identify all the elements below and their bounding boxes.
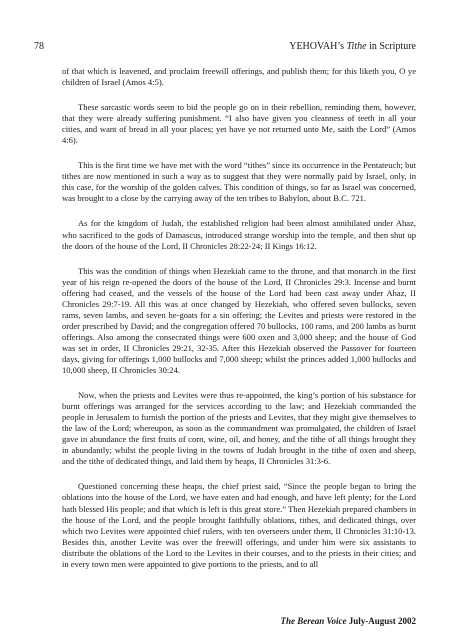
paragraph: This was the condition of things when Hezekiah came to the throne, and that monarch in the first year of his reign re-opened the doors of the house of the Lord, II Chronicles 29:3. Incense and burnt offering had ceased, and the vessels of the house of the Lord had been cast away under Ahaz, II Chronicles 29:7-19. All this was at once changed by Hezekiah, who offered seven bullocks, seven rams, seven lambs, and seven he-goats for a sin offering; the Levites and priests were restored in the order prescribed by David; and the congregation offered 70 bullocks, 100 rams, and 200 lambs as burnt offerings. Also among the consecrated things were 600 oxen and 3,000 sheep; and the house of God was set in order, II Chronicles 29:21, 32-35. After this Hezekiah observed the Passover for fourteen days, giving for offerings 1,000 bullocks and 7,000 sheep; whilst the princes added 1,000 bullocks and 10,000 sheep, II Chronicles 30:24. [62,265,416,376]
page-number: 78 [34,41,44,52]
paragraph: As for the kingdom of Judah, the established religion had been almost annihilated under Ahaz, who sacrificed to the gods of Damascus, introduced strange worship into the temple, and then shut up the doors of the house of the Lord, II Chronicles 28:22-24; II Kings 16:12. [62,218,416,251]
running-head [289,41,416,52]
paragraph-quote-continuation: of that which is leavened, and proclaim freewill offerings, and publish them; for this liketh you, O ye children of Israel (Amos 4:5). [62,66,416,88]
body-text [62,66,416,584]
paragraph: Now, when the priests and Levites were thus re-appointed, the king’s portion of his substance for burnt offerings was arranged for the services according to the law; and Hezekiah commanded the people in Jerusalem to furnish the portion of the priests and Levites, that they might give themselves to the law of the Lord; whereupon, as soon as the commandment was promulgated, the children of Israel gave in abundance the first fruits of corn, wine, oil, and honey, and the tithe of all things brought they in abundantly; whilst the people living in the towns of Judah brought in the tithe of oxen and sheep, and the tithe of dedicated things, and laid them by heaps, II Chronicles 31:3-6. [62,390,416,467]
paragraph: Questioned concerning these heaps, the chief priest said, “Since the people began to bring the oblations into the house of the Lord, we have eaten and had enough, and have left plenty; for the Lord hath blessed His people; and that which is left is this great store.” Then Hezekiah prepared chambers in the house of the Lord, and the people brought faithfully oblations, tithes, and dedicated things, over which two Levites were appointed chief rulers, with ten overseers under them, II Chronicles 31:10-13. Besides this, another Levite was over the freewill offerings, and under him were six assistants to distribute the oblations of the Lord to the Levites in their courses, and to the priests in their cities; and in every town men were appointed to give portions to the priests, and to all [62,481,416,569]
publication-name: The Berean Voice [280,616,349,626]
running-head-suffix: in Scripture [366,41,416,52]
paragraph: This is the first time we have met with the word “tithes” since its occurrence in the Pentateuch; but tithes are now mentioned in such a way as to suggest that they were normally paid by Israel, only, in this case, for the worship of the golden calves. This condition of things, so far as Israel was concerned, was brought to a close by the carrying away of the ten tribes to Babylon, about B.C. 721. [62,160,416,204]
page-footer [280,616,416,626]
paragraph: These sarcastic words seem to bid the people go on in their rebellion, reminding them, however, that they were already suffering punishment. “I also have given you cleanness of teeth in all your cities, and want of bread in all your places; yet have ye not returned unto Me, saith the Lord” (Amos 4:6). [62,102,416,146]
issue-date: July-August 2002 [348,616,416,626]
page-header [34,41,416,53]
running-head-italic: Tithe [346,41,367,52]
running-head-prefix: YEHOVAH’s [289,41,347,52]
